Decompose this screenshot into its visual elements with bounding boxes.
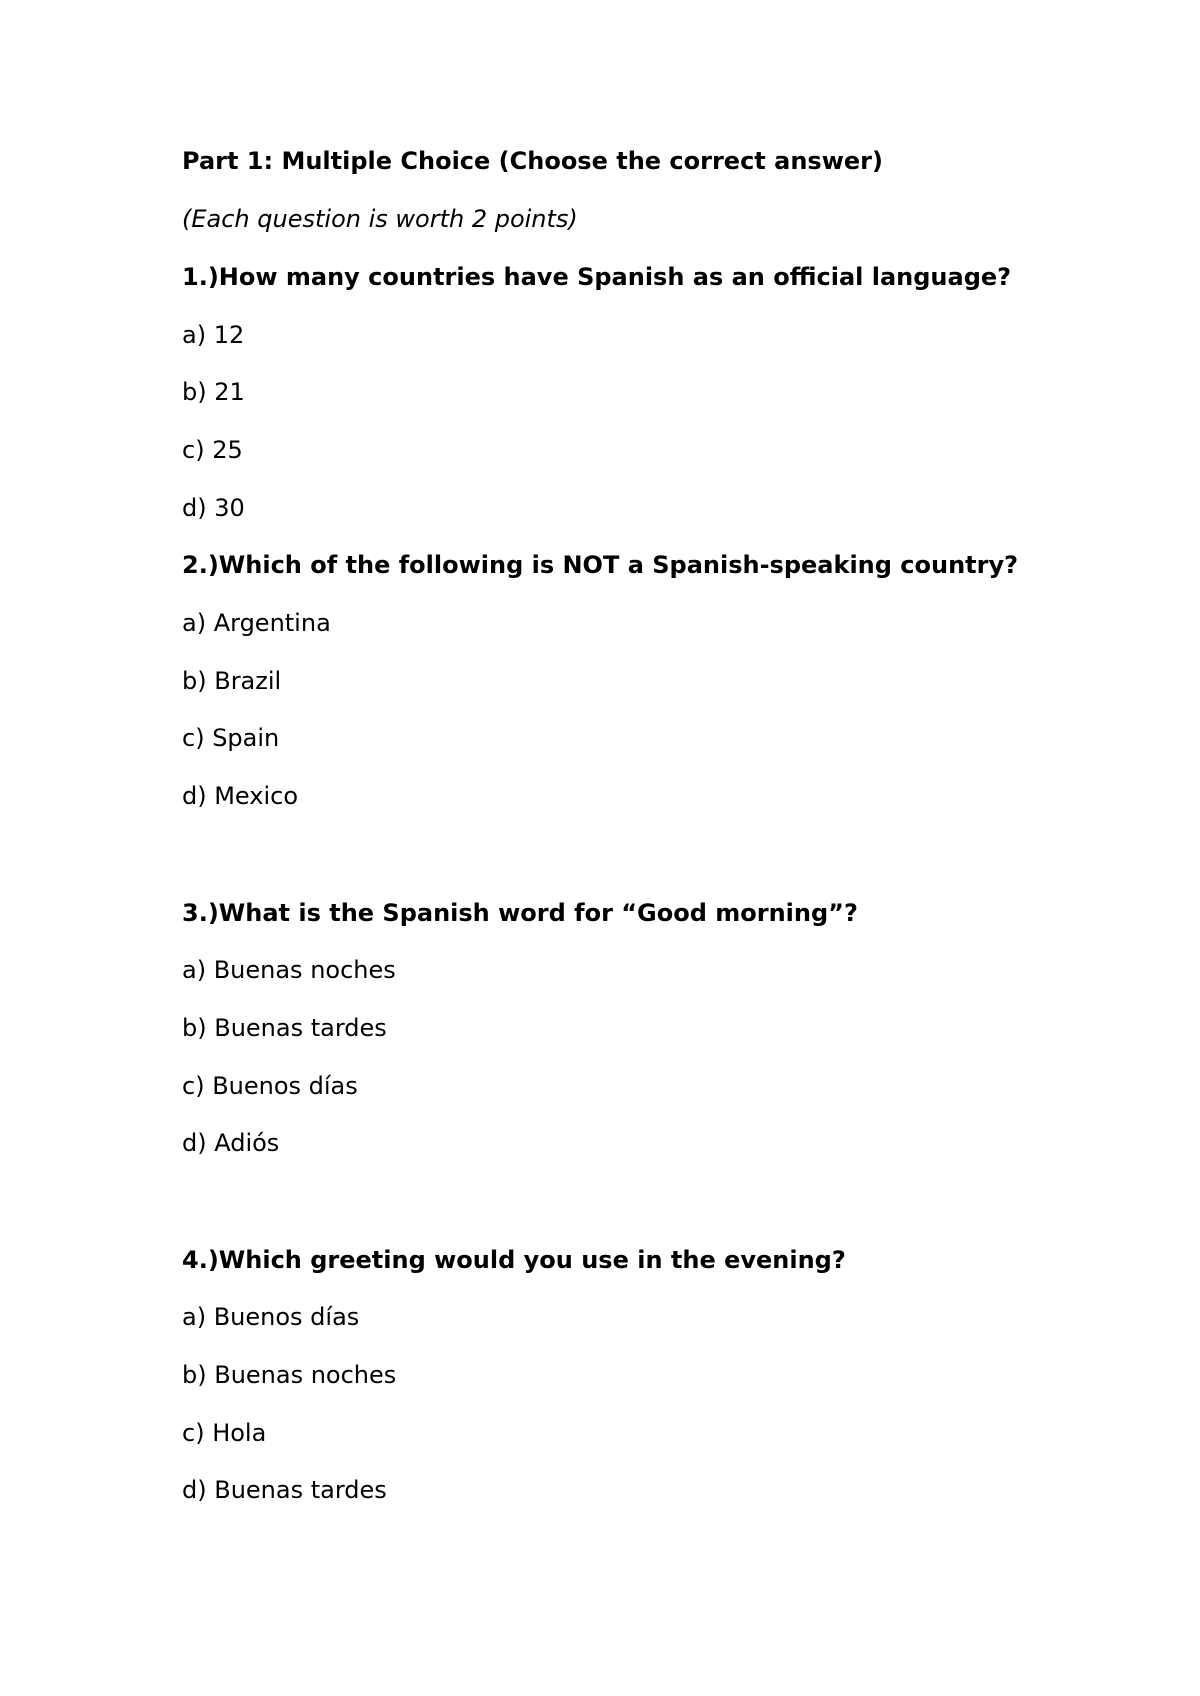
question-3-option-b: b) Buenas tardes xyxy=(182,1014,387,1042)
question-1-option-b: b) 21 xyxy=(182,378,245,406)
question-4-option-b: b) Buenas noches xyxy=(182,1361,397,1389)
question-2-option-b: b) Brazil xyxy=(182,667,282,695)
section-heading: Part 1: Multiple Choice (Choose the correct answer) xyxy=(182,147,883,175)
question-2-option-c: c) Spain xyxy=(182,724,280,752)
question-3-option-a: a) Buenas noches xyxy=(182,956,396,984)
points-instructions: (Each question is worth 2 points) xyxy=(182,205,578,233)
question-3-option-c: c) Buenos días xyxy=(182,1072,358,1100)
question-2: 2.)Which of the following is NOT a Spanish-speaking country? xyxy=(182,551,1019,579)
question-2-option-d: d) Mexico xyxy=(182,782,299,810)
question-1: 1.)How many countries have Spanish as an official language? xyxy=(182,263,1012,291)
question-1-option-c: c) 25 xyxy=(182,436,243,464)
question-4-option-a: a) Buenos días xyxy=(182,1303,360,1331)
question-4: 4.)Which greeting would you use in the evening? xyxy=(182,1246,846,1274)
question-2-option-a: a) Argentina xyxy=(182,609,331,637)
question-1-option-d: d) 30 xyxy=(182,494,245,522)
question-4-option-d: d) Buenas tardes xyxy=(182,1476,387,1504)
question-3: 3.)What is the Spanish word for “Good morning”? xyxy=(182,899,858,927)
question-4-option-c: c) Hola xyxy=(182,1419,267,1447)
question-1-option-a: a) 12 xyxy=(182,321,245,349)
question-3-option-d: d) Adiós xyxy=(182,1129,280,1157)
